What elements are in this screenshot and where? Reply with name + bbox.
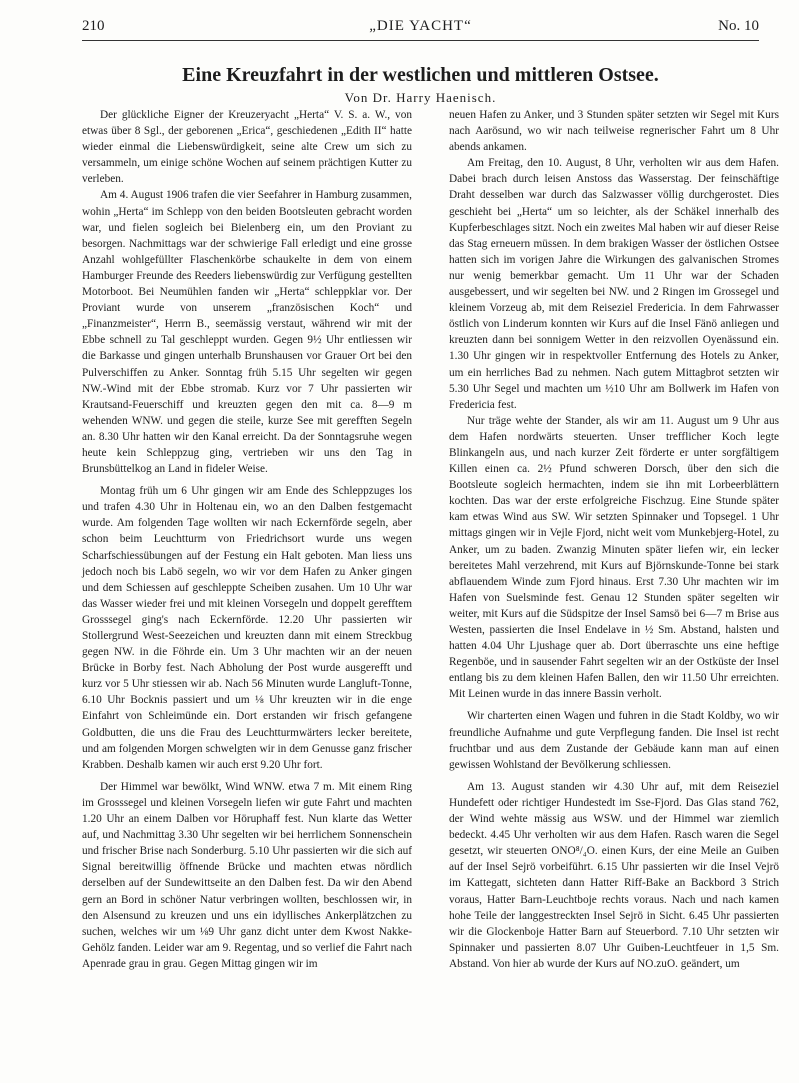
header-rule [82, 40, 759, 41]
paragraph: Am Freitag, den 10. August, 8 Uhr, verholten wir aus dem Hafen. Dabei brach durch leisen Anstoss das Wasserstag. Der feinschäftige Draht desselben war durch das Salzwasser völlig durchgerostet. Dies geschieht bei „Herta“ um so leichter, als der Schäkel innerhalb des Kupferbeschlages sitzt. Noch ein zweites Mal haben wir auf dieser Reise das Stag erneuern müssen. In dem brakigen Wasser der östlichen Ostsee hatten sich im vorigen Jahre die Wirkungen des galvanischen Stromes nur wenig bemerkbar gemacht. Um 11 Uhr war der Schaden ausgebessert, und wir segelten bei NW. und 2 Ringen im Grossegel und kleinem Vorzeug ab, mit dem Reiseziel Fredericia. In dem Fahrwasser östlich von Linderum konnten wir Kurs auf die Insel Fänö anliegen und kreuzten dann bei sonnigem Wetter in den reizvollen Oyenässund ein. 1.30 Uhr gingen wir in respektvoller Entfernung des Hotels zu Anker, um ein herrliches Bad zu nehmen. Nach gutem Mittagbrot setzten wir 5.30 Uhr Segel und machten um ½10 Uhr am Bollwerk im Hafen von Fredericia fest. [449, 157, 779, 411]
page-header [82, 18, 759, 40]
right-column [449, 107, 779, 972]
paragraph: Der Himmel war bewölkt, Wind WNW. etwa 7 m. Mit einem Ring im Grosssegel und kleinen Vorsegeln liefen wir gute Fahrt und machten 1.20 Uhr an einem Dalben vor Höruphaff fest. Nun klarte das Wetter auf, und Nachmittag 3.30 Uhr segelten wir bei herrlichem Sonnenschein und frischer Brise nach Sonderburg. 5.10 Uhr passierten wir die sich auf Signal bereitwillig öffnende Brücke und machten etwas nördlich derselben auf der Sundewittseite an den Dalben fest. Da wir den Abend gern an Bord in schöner Natur verbringen wollten, beschlossen wir, in den Alsensund zu kreuzen und uns ein idyllisches Ankerplätzchen zu suchen, welches wir um ⅛9 Uhr ganz dicht unter dem Kwost Nakke-Gehölz fanden. Leider war am 9. Regentag, und so verlief die Fahrt nach Apenrade grau in grau. Gegen Mittag gingen wir im [82, 780, 412, 970]
left-column [82, 107, 412, 972]
paragraph: neuen Hafen zu Anker, und 3 Stunden später setzten wir Segel mit Kurs nach Aarösund, wo wir nach teilweise regnerischer Fahrt um 8 Uhr abends ankamen. [449, 109, 779, 154]
article-title: Eine Kreuzfahrt in der westlichen und mittleren Ostsee. [182, 64, 659, 86]
article-author: Von Dr. Harry Haenisch. [344, 90, 497, 105]
page-number: 210 [82, 18, 105, 34]
paragraph: Nur träge wehte der Stander, als wir am 11. August um 9 Uhr aus dem Hafen nordwärts steuerten. Unser trefflicher Koch legte Blinkangeln aus, und nach kurzer Zeit förderte er unter sorgfältigem Killen einen ca. 2½ Pfund schweren Dorsch, über den sich die Bootsleute sogleich hermachten, indem sie ihn mit Lorbeerblättern kochten. Das war der erste erfolgreiche Fischzug. Eine Stunde später kam etwas Wind aus SW. Wir setzten Spinnaker und Topsegel. 1 Uhr mittags gingen wir in Vejle Fjord, nicht weit vom Munkebjerg-Hotel, zu Anker, um zu baden. Zwanzig Minuten später liefen wir, ein lecker bereitetes Mahl verzehrend, mit Kurs auf Björnskunde-Tonne bei stark abflauendem Winde zum Fjord hinaus. Erst 7.30 Uhr machten wir im Hafen von Suelsminde fest. Genau 12 Stunden später segelten wir weiter, mit Kurs auf die Südspitze der Insel Samsö bei 6—7 m Brise aus Westen, passierten die Insel Endelave in ½ Sm. Abstand, halsten und hatten 4.04 Uhr Ljushage quer ab. Dort überraschte uns eine heftige Regenböe, und in sausender Fahrt segelten wir an der Ostküste der Insel entlang bis zu dem kleinen Hafen Ballen, den wir 11.50 Uhr erreichten. Mit Leinen wurde in das innere Bassin verholt. [449, 414, 779, 701]
paragraph: Der glückliche Eigner der Kreuzeryacht „Herta“ V. S. a. W., von etwas über 8 Sgl., der geborenen „Erica“, geschiedenen „Edith II“ hatte wieder einmal die Liebenswürdigkeit, seine alte Crew um sich zu versammeln, um einige schöne Wochen auf seinem prächtigen Kutter zu verleben. [82, 109, 412, 186]
paragraph: Wir charterten einen Wagen und fuhren in die Stadt Koldby, wo wir freundliche Aufnahme und gute Verpflegung fanden. Die Insel ist recht fruchtbar und aus dem Zustande der Gebäude kann man auf einen gewissen Wohlstand der Bevölkerung schliessen. [449, 710, 779, 771]
journal-title: „DIE YACHT“ [369, 18, 472, 34]
paragraph: Am 4. August 1906 trafen die vier Seefahrer in Hamburg zusammen, wohin „Herta“ im Schlepp von den beiden Bootsleuten gebracht worden war, und fielen sogleich bei Bielenberg ein, um den Proviant zu besorgen. Nachmittags war der schwierige Fall erledigt und eine grosse Anzahl wohlgefüllter Flaschenkörbe schaukelte in dem von einem Hamburger Freunde des Reeders liebenswürdig zur Verfügung gestellten Motorboot. Bei Neumühlen fanden wir „Herta“ schleppklar vor. Der Proviant wurde von unserem „französischen Koch“ und „Finanzmeister“, Herrn B., seemässig verstaut, während wir mit der Ebbe schnell zu Tal geschleppt wurden. Gegen 9½ Uhr entliessen wir die Barkasse und gingen unterhalb Brunshausen vor Grauer Ort bei den Pulverschiffen zu Anker. Sonntag früh 5.15 Uhr segelten wir gegen NW.-Wind mit der Ebbe stromab. Kurz vor 7 Uhr passierten wir Krautsand-Feuerschiff und kreuzten gegen den mit ca. 8—9 m wehenden WNW. und gegen die steile, kurze See mit gerefften Segeln an. 8.30 Uhr hatten wir den Kanal erreicht. Da der Sonntagsruhe wegen heute kein Schleppzug ging, vertrieben wir uns den Tag in Brunsbüttelkog an Land in fideler Weise. [82, 189, 412, 476]
issue-number: No. 10 [718, 18, 759, 34]
paragraph: Montag früh um 6 Uhr gingen wir am Ende des Schleppzuges los und trafen 4.30 Uhr in Holtenau ein, wo an den Dalben festgemacht wurde. Am folgenden Tage wollten wir nach Eckernförde segeln, aber schon beim Leuchtturm von Friedrichsort wurde uns wegen Scharfschiessübungen auf der Festung ein Halt geboten. Man liess uns jedoch noch bis Labö segeln, wo wir vor dem Hafen zu Anker gingen und dem Schiessen auf geschleppte Scheiben zusahen. Um 10 Uhr war das Wasser wieder frei und mit kleinen Vorsegeln und doppelt gerefftem Grosssegel ging's nach Eckernförde. 12.20 Uhr passierten wir Stollergrund West-Seezeichen und kreuzten dann mit einem Streckbug gegen NW. in die Föhrde ein. Um 3 Uhr machten wir an der neuen Brücke in Borby fest. Nach Abholung der Post wurde ausgerefft und kurz vor 5 Uhr stiessen wir ab. Nach 56 Minuten wurde Langluft-Tonne, 6.10 Uhr Bocknis passiert und um ⅛ Uhr kreuzten wir in die enge Einfahrt von Schleimünde ein. Dort erstanden wir frisch gefangene Goldbutten, die uns die Frau des Leuchtturmwärters lecker bereitete, und am folgenden Morgen schwelgten wir in dem Genusse ganz frischer Krabben. Deshalb kamen wir auch erst 9.20 Uhr fort. [82, 485, 412, 771]
paragraph: Am 13. August standen wir 4.30 Uhr auf, mit dem Reiseziel Hundefett oder richtiger Hundestedt im Sse-Fjord. Das Glas stand 762, der Wind wehte mässig aus WSW. und der Himmel war ziemlich bedeckt. 4.45 Uhr verholten wir aus dem Hafen. Rasch waren die Segel gesetzt, wir steuerten ONO⁸/₄O. einen Kurs, der eine Meile an Guiben auf der Insel Sejrö vorbeiführt. 6.15 Uhr passierten wir die Insel Vejrö im Kattegatt, sichteten dann Hatter Riff-Bake an Backbord 3 Strich voraus, Hatter Barn-Leuchtboje rechts voraus. Nach und nach kamen hohe Teile der langgestreckten Insel Sejrö in Sicht. 6.45 Uhr passierten wir die Glockenboje Hatter Barn auf Steuerbord. 7.10 Uhr setzten wir Spinnaker und passierten 8.07 Uhr Guiben-Leuchtfeuer in 1,5 Sm. Abstand. Von hier ab wurde der Kurs auf NO.zuO. geändert, um [449, 780, 779, 970]
